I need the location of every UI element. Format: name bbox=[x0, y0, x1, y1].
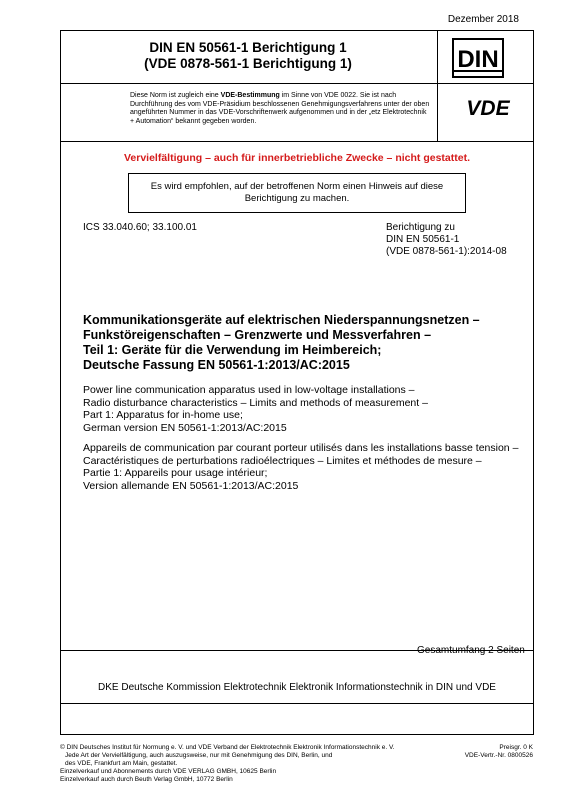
title-english: Power line communication apparatus used in low-voltage installations – Radio disturbance characteristics – Limits and methods of measurement – Part 1: Apparatus for in-home use; German version EN 50561-1:2013/AC:2015 bbox=[83, 384, 428, 434]
divider bbox=[61, 83, 533, 84]
price-group: Preisgr. 0 K bbox=[499, 744, 533, 751]
divider-vertical bbox=[437, 31, 438, 141]
vde-number: VDE-Vertr.-Nr. 0800526 bbox=[464, 752, 533, 759]
document-frame bbox=[60, 30, 534, 735]
copyright-footer: © DIN Deutsches Institut für Normung e. V. und VDE Verband der Elektrotechnik Elektronik Informationstechnik e. V. Jede Art der Vervielfältigung, auch auszugsweise, nur mit Genehmigung des DIN, Berlin, und des VDE, Frankfurt am Main, gestattet. Einzelverkauf und Abonnements durch VDE VERLAG GMBH, 10625 Berlin Einzelverkauf auch durch Beuth Verlag GmbH, 10772 Berlin bbox=[60, 744, 395, 783]
copy-warning: Vervielfältigung – auch für innerbetriebliche Zwecke – nicht gestattet. bbox=[123, 152, 470, 164]
title-french: Appareils de communication par courant porteur utilisés dans les installations basse tension – Caractéristiques de perturbations radioélectriques – Limites et méthodes de mesure – Partie 1: Appareils pour usage intérieur; Version allemande EN 50561-1:2013/AC:2015 bbox=[83, 442, 519, 492]
title-line-1: DIN EN 50561-1 Berichtigung 1 bbox=[149, 40, 347, 55]
total-pages: Gesamtumfang 2 Seiten bbox=[417, 645, 525, 656]
ics-code: ICS 33.040.60; 33.100.01 bbox=[83, 222, 197, 233]
svg-text:DIN: DIN bbox=[457, 46, 499, 73]
vde-notice: Diese Norm ist zugleich eine VDE-Bestimmung im Sinne von VDE 0022. Sie ist nach Durchführung des vom VDE-Präsidium beschlossenen Genehmigungsverfahrens unter der oben angeführten Nummer in das VDE-Vorschriftenwerk aufgenommen und in der „etz Elektrotechnik + Automation“ bekannt gegeben worden. bbox=[130, 92, 430, 125]
svg-text:VDE: VDE bbox=[466, 97, 510, 118]
title-line-2: (VDE 0878-561-1 Berichtigung 1) bbox=[144, 56, 352, 71]
issue-date: Dezember 2018 bbox=[447, 14, 519, 25]
vde-logo bbox=[452, 96, 524, 118]
din-logo bbox=[449, 38, 507, 78]
recommendation-box: Es wird empfohlen, auf der betroffenen Norm einen Hinweis auf diese Berichtigung zu machen. bbox=[128, 173, 466, 213]
divider bbox=[61, 141, 533, 142]
document-title bbox=[60, 40, 436, 72]
title-german: Kommunikationsgeräte auf elektrischen Niederspannungsnetzen – Funkstöreigenschaften – Grenzwerte und Messverfahren – Teil 1: Geräte für die Verwendung im Heimbereich; Deutsche Fassung EN 50561-1:2013/AC:2015 bbox=[83, 313, 480, 372]
price-info bbox=[440, 744, 533, 760]
dke-line: DKE Deutsche Kommission Elektrotechnik Elektronik Informationstechnik in DIN und VDE bbox=[98, 682, 496, 693]
divider bbox=[61, 703, 533, 704]
correction-reference: Berichtigung zu DIN EN 50561-1 (VDE 0878-561-1):2014-08 bbox=[386, 222, 507, 257]
